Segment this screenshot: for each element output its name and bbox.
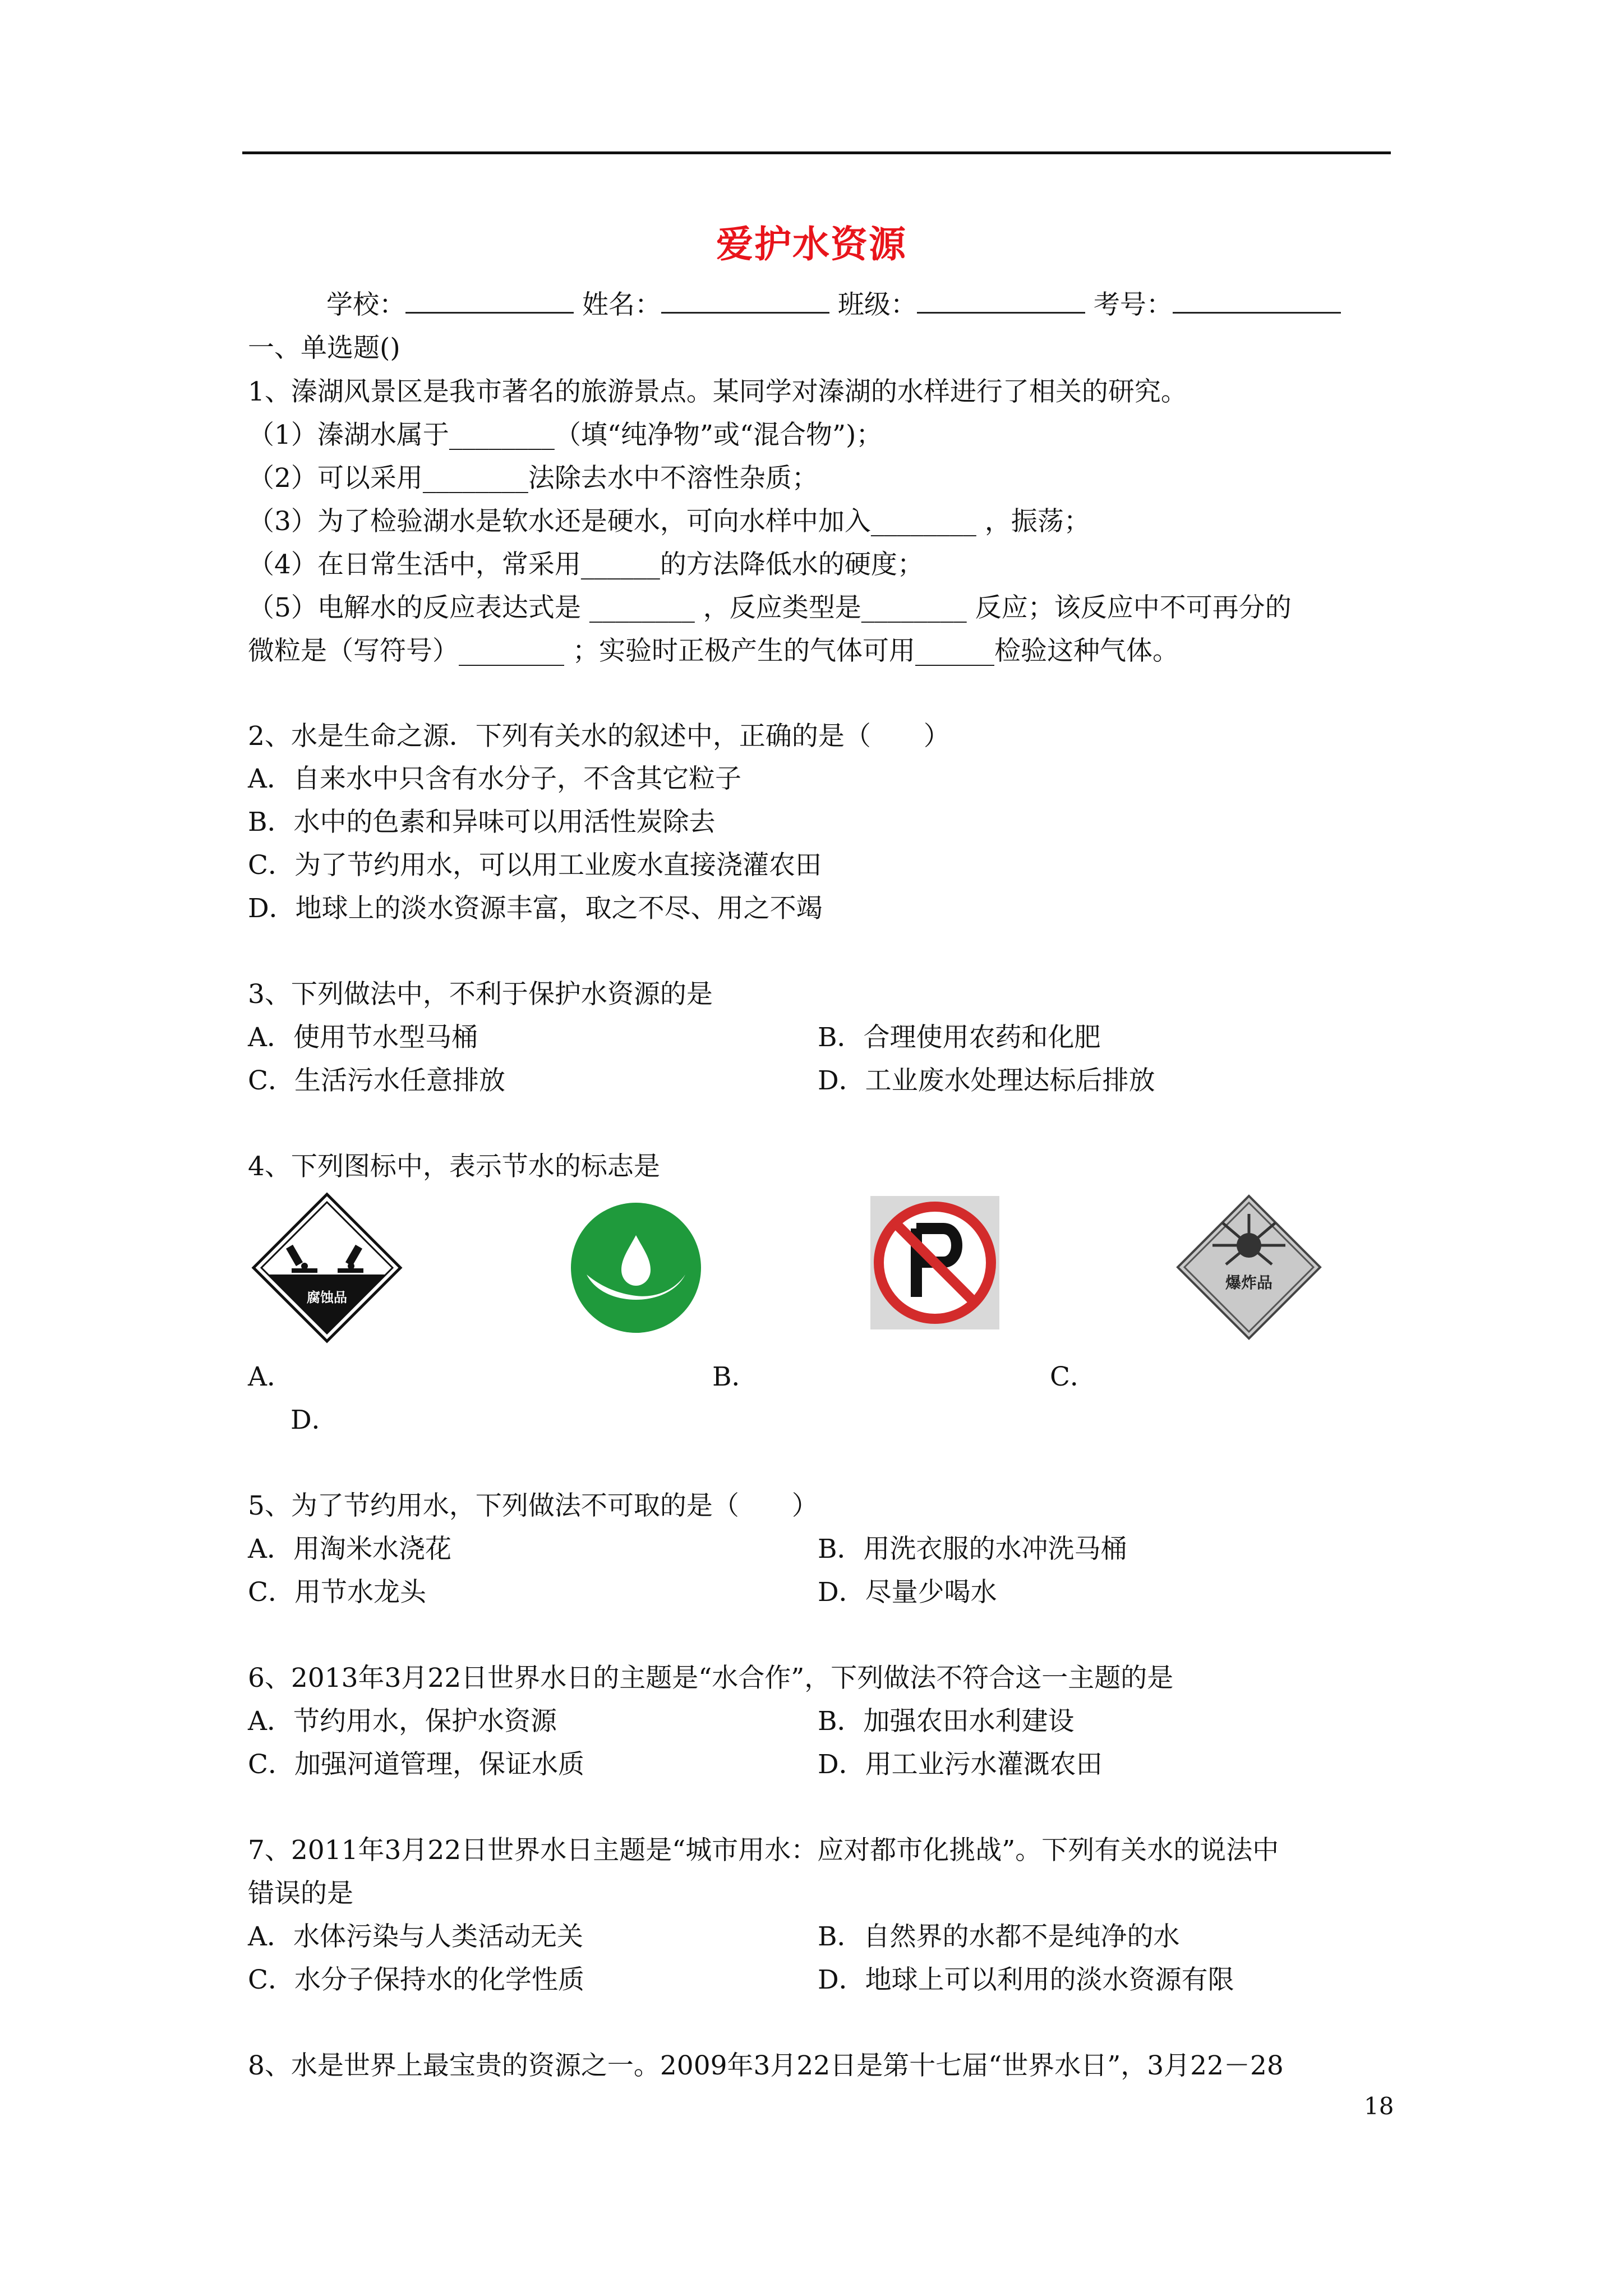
class-label: 班级： bbox=[837, 289, 917, 320]
q6-option-b: B．加强农田水利建设 bbox=[818, 1706, 1075, 1737]
student-info-line bbox=[326, 287, 1341, 323]
school-blank bbox=[405, 287, 574, 314]
no-parking-sign-icon bbox=[870, 1196, 999, 1329]
q3-option-d: D．工业废水处理达标后排放 bbox=[818, 1065, 1155, 1096]
q2-option-c: C．为了节约用水，可以用工业废水直接浇灌农田 bbox=[248, 850, 822, 881]
q7-option-a: A．水体污染与人类活动无关 bbox=[248, 1921, 583, 1952]
q6-option-a: A．节约用水，保护水资源 bbox=[248, 1706, 557, 1737]
q2-option-a: A．自来水中只含有水分子，不含其它粒子 bbox=[248, 763, 741, 794]
q7-option-d: D．地球上可以利用的淡水资源有限 bbox=[818, 1964, 1234, 1995]
q4-option-d: D． bbox=[291, 1405, 338, 1435]
page-number: 18 bbox=[1364, 2092, 1394, 2120]
q2-stem: 2、水是生命之源．下列有关水的叙述中，正确的是（ ） bbox=[248, 721, 950, 752]
q5-option-d: D．尽量少喝水 bbox=[818, 1577, 997, 1608]
class-blank bbox=[917, 287, 1085, 314]
q1-part2: （2）可以采用________法除去水中不溶性杂质； bbox=[248, 463, 818, 494]
q1-part5a: （5）电解水的反应表达式是 ________ ，反应类型是________ 反应；该反应中不可再分的 bbox=[248, 592, 1292, 623]
number-label: 考号： bbox=[1093, 289, 1173, 320]
name-label: 姓名： bbox=[582, 289, 661, 320]
q1-part3: （3）为了检验湖水是软水还是硬水，可向水样中加入________ ，振荡； bbox=[248, 506, 1090, 537]
section-heading: 一、单选题() bbox=[248, 333, 400, 364]
q1-stem: 1、溱湖风景区是我市著名的旅游景点。某同学对溱湖的水样进行了相关的研究。 bbox=[248, 376, 1187, 407]
water-saving-sign-icon bbox=[570, 1202, 702, 1334]
q7-stem-line2: 错误的是 bbox=[248, 1878, 353, 1909]
q3-option-b: B．合理使用农药和化肥 bbox=[818, 1022, 1101, 1053]
q4-stem: 4、下列图标中，表示节水的标志是 bbox=[248, 1151, 660, 1182]
q2-option-d: D．地球上的淡水资源丰富，取之不尽、用之不竭 bbox=[248, 893, 823, 924]
q6-option-d: D．用工业污水灌溉农田 bbox=[818, 1749, 1103, 1780]
q3-option-c: C．生活污水任意排放 bbox=[248, 1065, 505, 1096]
school-label: 学校： bbox=[326, 289, 405, 320]
q6-stem: 6、2013年3月22日世界水日的主题是“水合作”，下列做法不符合这一主题的是 bbox=[248, 1663, 1174, 1694]
q7-stem-line1: 7、2011年3月22日世界水日主题是“城市用水：应对都市化挑战”。下列有关水的说法中 bbox=[248, 1835, 1279, 1866]
q1-part1: （1）溱湖水属于________（填“纯净物”或“混合物”)； bbox=[248, 420, 883, 450]
q5-option-c: C．用节水龙头 bbox=[248, 1577, 426, 1608]
number-blank bbox=[1173, 287, 1341, 314]
q1-part4: （4）在日常生活中，常采用______的方法降低水的硬度； bbox=[248, 549, 924, 580]
q2-option-b: B．水中的色素和异味可以用活性炭除去 bbox=[248, 807, 716, 838]
q8-stem: 8、水是世界上最宝贵的资源之一。2009年3月22日是第十七届“世界水日”，3月22－28 bbox=[248, 2050, 1284, 2081]
q4-option-c: C． bbox=[1050, 1361, 1096, 1392]
corrosive-sign-icon bbox=[251, 1192, 403, 1343]
corrosive-label: 腐蚀品 bbox=[307, 1290, 347, 1305]
q5-stem: 5、为了节约用水，下列做法不可取的是（ ） bbox=[248, 1490, 818, 1521]
q5-option-b: B．用洗衣服的水冲洗马桶 bbox=[818, 1534, 1127, 1565]
explosive-sign-icon bbox=[1175, 1194, 1322, 1341]
q6-option-c: C．加强河道管理，保证水质 bbox=[248, 1749, 584, 1780]
q3-stem: 3、下列做法中，不利于保护水资源的是 bbox=[248, 979, 713, 1010]
q4-option-b: B． bbox=[712, 1361, 758, 1392]
page-title: 爱护水资源 bbox=[716, 223, 907, 266]
name-blank bbox=[661, 287, 829, 314]
q7-option-b: B．自然界的水都不是纯净的水 bbox=[818, 1921, 1180, 1952]
q1-part5b: 微粒是（写符号）________ ；实验时正极产生的气体可用______检验这种气体。 bbox=[248, 636, 1179, 666]
q3-option-a: A．使用节水型马桶 bbox=[248, 1022, 478, 1053]
header-rule bbox=[242, 151, 1391, 154]
q7-option-c: C．水分子保持水的化学性质 bbox=[248, 1964, 584, 1995]
q5-option-a: A．用淘米水浇花 bbox=[248, 1534, 451, 1565]
q4-option-a: A． bbox=[248, 1361, 293, 1392]
explosive-label: 爆炸品 bbox=[1225, 1273, 1273, 1292]
